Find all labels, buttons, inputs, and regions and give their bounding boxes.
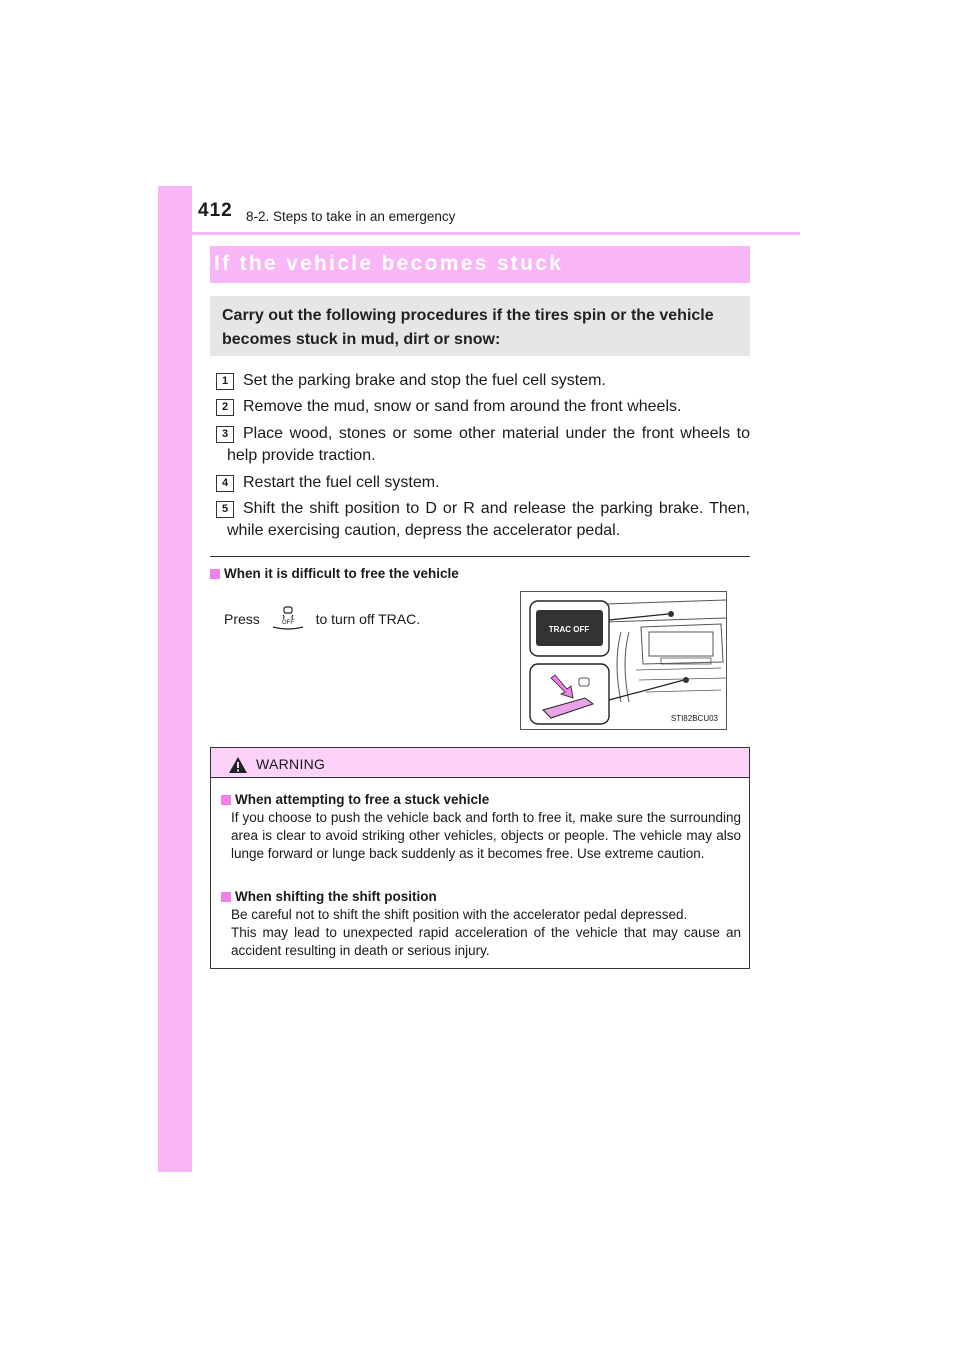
step-number: 2: [216, 399, 234, 416]
step-text: Set the parking brake and stop the fuel cell system.: [243, 372, 606, 389]
warning-item-heading-text: When shifting the shift position: [235, 889, 437, 904]
chapter-side-tab: [158, 186, 192, 1172]
step-5: [216, 498, 750, 542]
bullet-square-icon: [210, 569, 220, 579]
warning-item-heading: [221, 791, 741, 809]
warning-item-heading-text: When attempting to free a stuck vehicle: [235, 792, 490, 807]
press-instruction: [224, 606, 420, 632]
step-3: [216, 423, 750, 467]
warning-item-body: If you choose to push the vehicle back and forth to free it, make sure the surrounding area is clear to avoid striking other vehicles, objects or people. The vehicle may also lunge forward or lunge back suddenly as it becomes free. Use extreme caution.: [231, 810, 741, 861]
section-title-bar: [210, 246, 750, 283]
step-number: 4: [216, 475, 234, 492]
trac-button-illustration: [520, 591, 727, 730]
press-text-before: Press: [224, 611, 260, 627]
bullet-square-icon: [221, 892, 231, 902]
step-1: [216, 370, 750, 392]
trac-off-icon: [270, 606, 306, 632]
header-rule: [192, 232, 800, 235]
warning-item-heading: [221, 888, 741, 906]
warning-item-body-line: Be careful not to shift the shift position with the accelerator pedal depressed.: [231, 907, 688, 922]
note-heading: [210, 566, 459, 581]
step-number: 3: [216, 426, 234, 443]
note-heading-text: When it is difficult to free the vehicle: [224, 566, 459, 581]
warning-item-shift-position: [221, 888, 741, 960]
warning-triangle-icon: [228, 756, 248, 774]
press-text-after: to turn off TRAC.: [315, 611, 421, 627]
warning-title: WARNING: [256, 756, 326, 772]
section-divider: [210, 556, 750, 557]
step-text: Restart the fuel cell system.: [243, 474, 440, 491]
step-2: [216, 396, 750, 418]
step-number: 5: [216, 501, 234, 518]
section-title: If the vehicle becomes stuck: [214, 252, 564, 275]
dashboard-illustration: [521, 592, 727, 730]
chapter-title: 8-2. Steps to take in an emergency: [246, 209, 456, 224]
bullet-square-icon: [221, 795, 231, 805]
intro-box: Carry out the following procedures if the tires spin or the vehicle becomes stuck in mud, dirt or snow:: [210, 296, 750, 356]
warning-header: [211, 748, 749, 778]
warning-item-stuck-vehicle: [221, 791, 741, 863]
step-text: Shift the shift position to D or R and release the parking brake. Then, while exercising caution, depress the accelerator pedal.: [227, 500, 750, 539]
step-number: 1: [216, 373, 234, 390]
step-text: Place wood, stones or some other material under the front wheels to help provide traction.: [227, 425, 750, 464]
page-number: 412: [198, 200, 233, 221]
step-text: Remove the mud, snow or sand from around the front wheels.: [243, 398, 682, 415]
warning-box: [210, 747, 750, 969]
step-4: [216, 472, 750, 494]
svg-text:OFF: OFF: [281, 620, 294, 626]
trac-off-display: TRAC OFF: [548, 625, 590, 634]
figure-label: STI82BCU03: [670, 714, 718, 723]
warning-item-body-line: This may lead to unexpected rapid acceleration of the vehicle that may cause an accident resulting in death or serious injury.: [231, 925, 741, 958]
